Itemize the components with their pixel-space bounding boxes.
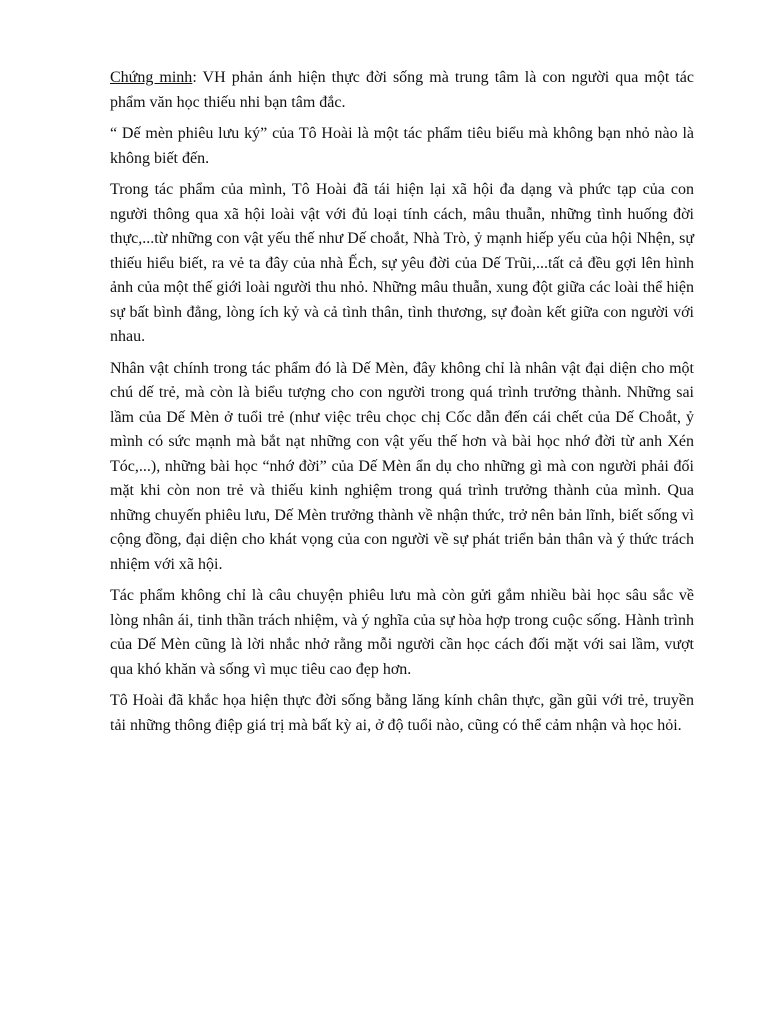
document-page bbox=[110, 66, 694, 745]
conclusion-paragraph: Tô Hoài đã khắc họa hiện thực đời sống bằng lăng kính chân thực, gần gũi với trẻ, truyền tải những thông điệp giá trị mà bất kỳ ai, ở độ tuổi nào, cũng có thể cảm nhận và học hỏi. bbox=[110, 692, 694, 734]
society-paragraph: Trong tác phẩm của mình, Tô Hoài đã tái hiện lại xã hội đa dạng và phức tạp của con người thông qua xã hội loài vật với đủ loại tính cách, mâu thuẫn, những tình huống đời thực,...từ những con vật yếu thế như Dế choắt, Nhà Trò, ỷ mạnh hiếp yếu của hội Nhện, sự thiếu hiểu biết, ra vẻ ta đây của nhà Ếch, sự yêu đời của Dế Trũi,...tất cả đều gợi lên hình ảnh của một thế giới loài người thu nhỏ. Những mâu thuẫn, xung đột giữa các loài thể hiện sự bất bình đẳng, lòng ích kỷ và cả tình thân, tình thương, sự đoàn kết giữa con người với nhau. bbox=[110, 181, 694, 345]
lessons-paragraph: Tác phẩm không chỉ là câu chuyện phiêu lưu mà còn gửi gắm nhiều bài học sâu sắc về lòng nhân ái, tinh thần trách nhiệm, và ý nghĩa của sự hòa hợp trong cuộc sống. Hành trình của Dế Mèn cũng là lời nhắc nhở rằng mỗi người cần học cách đối mặt với sai lầm, vượt qua khó khăn và sống vì mục tiêu cao đẹp hơn. bbox=[110, 587, 694, 678]
main-character-paragraph: Nhân vật chính trong tác phẩm đó là Dế Mèn, đây không chỉ là nhân vật đại diện cho một chú dế trẻ, mà còn là biểu tượng cho con người trong quá trình trưởng thành. Những sai lầm của Dế Mèn ở tuổi trẻ (như việc trêu chọc chị Cốc dẫn đến cái chết của Dế Choắt, ỷ mình có sức mạnh mà bắt nạt những con vật yếu thế hơn và bài học nhớ đời từ anh Xén Tóc,...), những bài học “nhớ đời” của Dế Mèn ẩn dụ cho những gì mà con người phải đối mặt khi còn non trẻ và thiếu kinh nghiệm trong quá trình trưởng thành của mình. Qua những chuyến phiêu lưu, Dế Mèn trưởng thành về nhận thức, trở nên bản lĩnh, biết sống vì cộng đồng, đại diện cho khát vọng của con người về sự phát triển bản thân và ý thức trách nhiệm với xã hội. bbox=[110, 359, 694, 573]
prompt-label: Chứng minh bbox=[110, 69, 193, 86]
intro-paragraph: “ Dế mèn phiêu lưu ký” của Tô Hoài là một tác phẩm tiêu biểu mà không bạn nhỏ nào là không biết đến. bbox=[110, 125, 694, 167]
prompt-paragraph bbox=[110, 66, 694, 115]
prompt-text: : VH phản ánh hiện thực đời sống mà trung tâm là con người qua một tác phẩm văn học thiếu nhi bạn tâm đắc. bbox=[110, 69, 695, 111]
